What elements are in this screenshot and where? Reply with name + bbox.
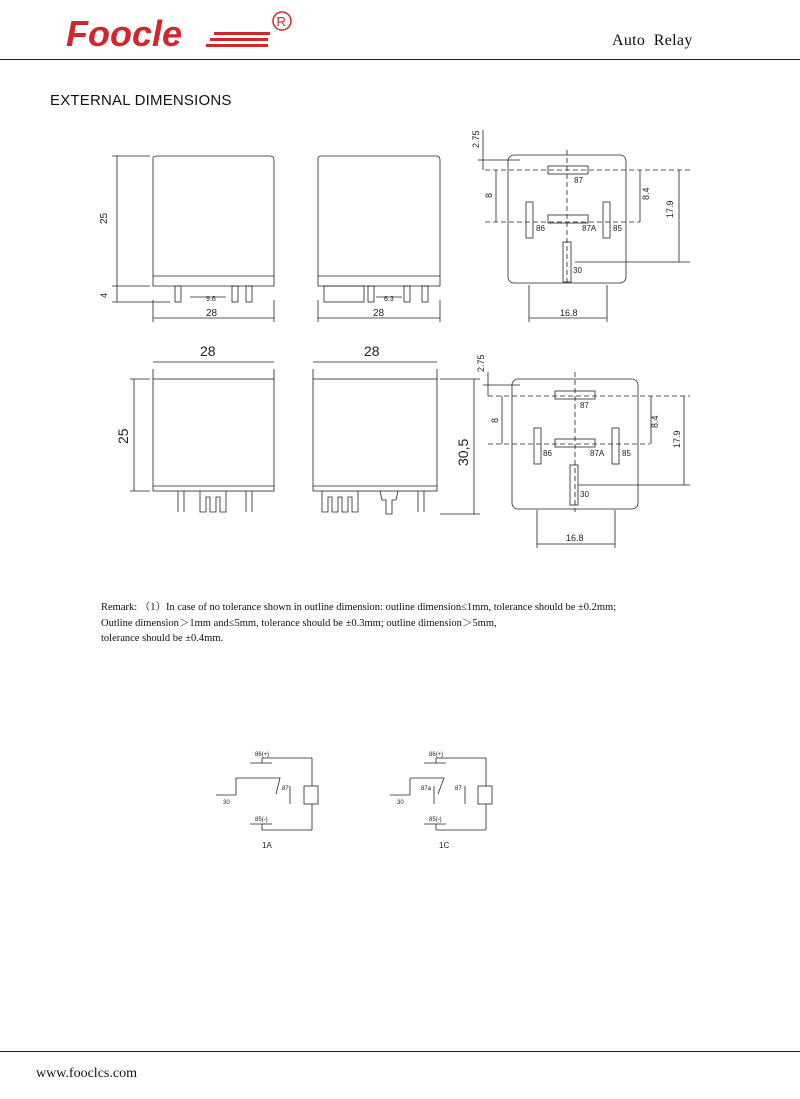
pin-87-label-2: 87 bbox=[580, 401, 589, 410]
front-pin-spacing-label: 9.6 bbox=[206, 296, 216, 303]
pin-offset-179-label-1: 17.9 bbox=[665, 200, 675, 218]
pin-offset-179-label-2: 17.9 bbox=[672, 430, 682, 448]
relay-side-view bbox=[318, 156, 440, 322]
side-width-label: 28 bbox=[373, 308, 385, 319]
circuit-1a-pin-87: 87 bbox=[282, 786, 289, 792]
pin-87a-label-1: 87A bbox=[582, 224, 597, 233]
front-alt-width-label: 28 bbox=[200, 343, 216, 359]
pin-width-label-1: 16.8 bbox=[560, 308, 578, 318]
section-title: EXTERNAL DIMENSIONS bbox=[50, 92, 232, 109]
pin-85-label-2: 85 bbox=[622, 449, 631, 458]
pin-top-offset-label-1: 2.75 bbox=[471, 130, 481, 148]
pin-top-offset-label-2: 2.75 bbox=[476, 354, 486, 372]
dimension-drawing bbox=[0, 120, 800, 560]
website-link[interactable]: www.fooclcs.com bbox=[36, 1066, 137, 1081]
front-height-label: 25 bbox=[99, 212, 110, 224]
front-alt-height-label: 25 bbox=[115, 428, 131, 444]
tolerance-remark bbox=[101, 600, 661, 647]
circuit-1a-label: 1A bbox=[262, 841, 272, 850]
pin-85-label-1: 85 bbox=[613, 224, 622, 233]
footer-divider bbox=[0, 1051, 800, 1052]
pin-offset-8-label-2: 8 bbox=[490, 417, 500, 423]
circuit-1c-pin-86: 86(+) bbox=[429, 752, 444, 758]
pin-30-label-1: 30 bbox=[573, 266, 582, 275]
pin-layout-bottom bbox=[483, 372, 690, 548]
brand-name: Foocle bbox=[66, 13, 183, 54]
pin-86-label-2: 86 bbox=[543, 449, 552, 458]
relay-front-view-alt bbox=[130, 362, 274, 512]
pin-30-label-2: 30 bbox=[580, 490, 589, 499]
circuit-1c-pin-85: 85(-) bbox=[429, 817, 442, 823]
pin-offset-8-label-1: 8 bbox=[484, 192, 494, 198]
remark-line-3: tolerance should be ±0.4mm. bbox=[101, 633, 224, 644]
circuit-1c-pin-87a: 87a bbox=[421, 786, 432, 792]
circuit-1a-pin-30: 30 bbox=[223, 800, 230, 806]
pin-87-label-1: 87 bbox=[574, 176, 583, 185]
pin-width-label-2: 16.8 bbox=[566, 533, 584, 543]
circuit-1a-pin-86: 86(+) bbox=[255, 752, 270, 758]
circuit-1c-label: 1C bbox=[439, 841, 450, 850]
pin-87a-label-2: 87A bbox=[590, 449, 605, 458]
relay-front-view bbox=[112, 156, 274, 322]
logo-speed-lines bbox=[206, 32, 270, 47]
document-type: Auto Relay bbox=[612, 32, 693, 49]
registered-letter: R bbox=[276, 14, 286, 29]
circuit-diagrams bbox=[200, 740, 540, 860]
brand-logo bbox=[64, 10, 294, 54]
side-alt-width-label: 28 bbox=[364, 343, 380, 359]
pin-offset-84-label-2: 8.4 bbox=[650, 415, 660, 428]
circuit-1a-pin-85: 85(-) bbox=[255, 817, 268, 823]
total-height-label: 30,5 bbox=[455, 438, 471, 466]
remark-line-1: Remark: （1）In case of no tolerance shown in outline dimension: outline dimension≤1mm, tolerance should be ±0.2mm; bbox=[101, 602, 617, 613]
front-pin-length-label: 4 bbox=[99, 292, 109, 298]
front-width-label: 28 bbox=[206, 308, 218, 319]
side-pin-spacing-label: 6.3 bbox=[384, 296, 394, 303]
header-divider bbox=[0, 59, 800, 60]
pin-86-label-1: 86 bbox=[536, 224, 545, 233]
relay-side-view-alt bbox=[313, 362, 480, 514]
pin-offset-84-label-1: 8.4 bbox=[641, 187, 651, 200]
circuit-1c-pin-30: 30 bbox=[397, 800, 404, 806]
remark-line-2: Outline dimension＞1mm and≤5mm, tolerance should be ±0.3mm; outline dimension＞5mm, bbox=[101, 617, 497, 629]
circuit-1c-pin-87: 87 bbox=[455, 786, 462, 792]
